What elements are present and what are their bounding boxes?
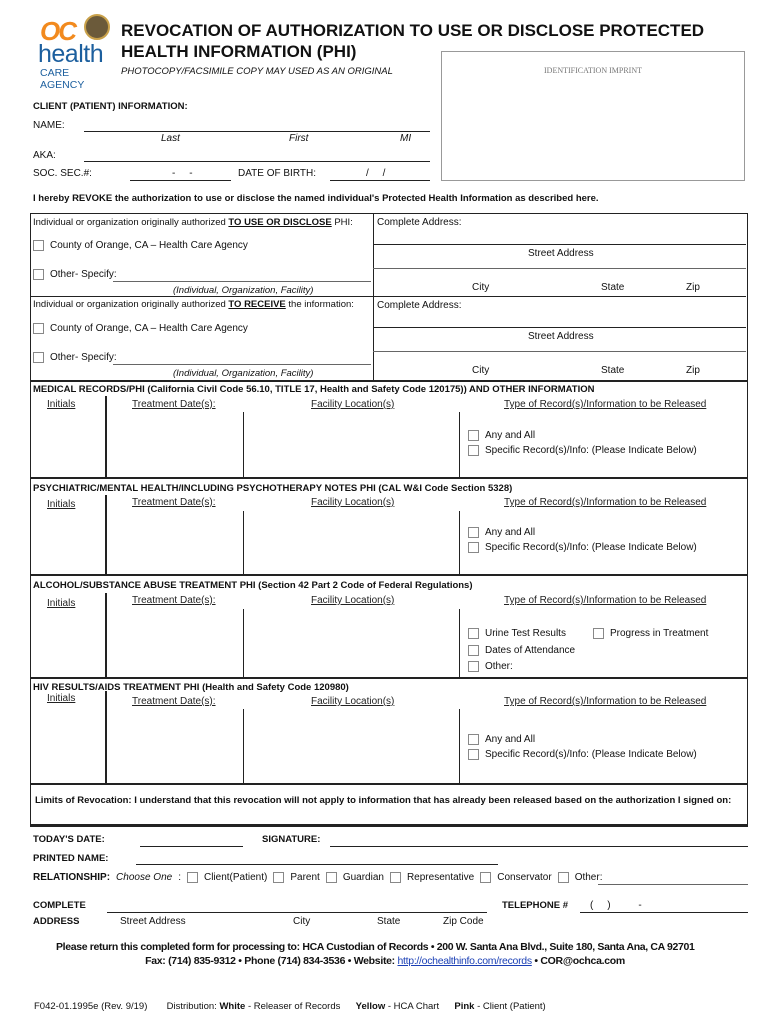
limits-text: Limits of Revocation: I understand that this revocation will not apply to information that has already been released based on the authorization I signed on: <box>35 795 732 806</box>
dob-field[interactable] <box>330 180 430 181</box>
aka-field[interactable] <box>84 161 430 162</box>
first-caption: First <box>289 133 309 144</box>
medical-title: MEDICAL RECORDS/PHI (California Civil Code 56.10, TITLE 17, Health and Safety Code 120175)) AND OTHER INFORMATION <box>33 384 595 395</box>
receive-city: City <box>472 365 490 376</box>
parties-table <box>30 213 748 381</box>
initials-header: Initials <box>47 399 76 410</box>
treatment-header: Treatment Date(s): <box>132 696 216 707</box>
checkbox[interactable] <box>33 323 44 334</box>
initials-header: Initials <box>47 499 76 510</box>
name-field[interactable] <box>84 131 430 132</box>
psych-title: PSYCHIATRIC/MENTAL HEALTH/INCLUDING PSYCHOTHERAPY NOTES PHI (CAL W&I Code Section 5328) <box>33 483 513 494</box>
checkbox-conservator[interactable] <box>480 872 491 883</box>
checkbox-representative[interactable] <box>390 872 401 883</box>
seal-icon <box>84 14 110 40</box>
addr-city: City <box>293 916 311 927</box>
form-id: F042-01.1995e (Rev. 9/19) <box>34 1001 148 1012</box>
checkbox[interactable] <box>468 430 479 441</box>
relationship-other-field[interactable] <box>598 884 748 885</box>
hiv-any-all-option[interactable]: Any and All <box>468 734 535 745</box>
type-header: Type of Record(s)/Information to be Released <box>504 399 707 410</box>
treatment-header: Treatment Date(s): <box>132 497 216 508</box>
receive-other-option[interactable]: Other- Specify: <box>33 352 117 363</box>
logo-agency: CARE AGENCY <box>40 67 85 91</box>
type-header: Type of Record(s)/Information to be Released <box>504 497 707 508</box>
receive-state: State <box>601 365 625 376</box>
type-header: Type of Record(s)/Information to be Released <box>504 696 707 707</box>
addr-zip: Zip Code <box>443 916 484 927</box>
medical-specific-option[interactable]: Specific Record(s)/Info: (Please Indicate Below) <box>468 445 697 456</box>
name-label: NAME: <box>33 120 65 131</box>
signature-label: SIGNATURE: <box>262 834 321 845</box>
imprint-label: IDENTIFICATION IMPRINT <box>544 66 642 75</box>
checkbox[interactable] <box>468 734 479 745</box>
checkbox[interactable] <box>33 240 44 251</box>
type-header: Type of Record(s)/Information to be Released <box>504 595 707 606</box>
checkbox[interactable] <box>468 749 479 760</box>
checkbox[interactable] <box>33 352 44 363</box>
logo-oc: OC <box>40 16 75 46</box>
checkbox[interactable] <box>468 645 479 656</box>
checkbox[interactable] <box>468 628 479 639</box>
alcohol-title: ALCOHOL/SUBSTANCE ABUSE TREATMENT PHI (Section 42 Part 2 Code of Federal Regulations) <box>33 580 473 591</box>
relationship-row: RELATIONSHIP: Choose One : Client(Patient) Parent Guardian Representative Conservator Other: <box>33 872 603 883</box>
revoke-statement: I hereby REVOKE the authorization to use or disclose the named individual's Protected Health Information as described here. <box>33 193 599 204</box>
medical-section <box>30 381 748 478</box>
addr-street: Street Address <box>120 916 186 927</box>
alcohol-progress-option[interactable]: Progress in Treatment <box>593 628 708 639</box>
psych-specific-option[interactable]: Specific Record(s)/Info: (Please Indicate Below) <box>468 542 697 553</box>
checkbox[interactable] <box>468 527 479 538</box>
dob-label: DATE OF BIRTH: <box>238 168 316 179</box>
facility-header: Facility Location(s) <box>311 595 395 606</box>
limits-box <box>30 784 748 827</box>
receive-ind-org: (Individual, Organization, Facility) <box>173 368 314 379</box>
initials-header: Initials <box>47 598 76 609</box>
checkbox-guardian[interactable] <box>326 872 337 883</box>
form-subtitle: PHOTOCOPY/FACSIMILE COPY MAY USED AS AN ORIGINAL <box>121 66 393 77</box>
alcohol-section <box>30 575 748 678</box>
todays-date-label: TODAY'S DATE: <box>33 834 105 845</box>
receive-zip: Zip <box>686 365 700 376</box>
checkbox[interactable] <box>468 542 479 553</box>
disclose-label: Individual or organization originally authorized TO USE OR DISCLOSE PHI: <box>33 217 353 228</box>
logo-health: health <box>38 40 104 68</box>
alcohol-other-option[interactable]: Other: <box>468 661 513 672</box>
return-line2: Fax: (714) 835-9312 • Phone (714) 834-3536 • Website: http://ochealthinfo.com/records • COR@ochca.com <box>145 955 625 967</box>
checkbox[interactable] <box>468 445 479 456</box>
addr-state: State <box>377 916 401 927</box>
checkbox-other[interactable] <box>558 872 569 883</box>
receive-label: Individual or organization originally authorized TO RECEIVE the information: <box>33 299 354 310</box>
checkbox[interactable] <box>593 628 604 639</box>
treatment-header: Treatment Date(s): <box>132 399 216 410</box>
receive-street: Street Address <box>528 331 594 342</box>
disclose-street: Street Address <box>528 248 594 259</box>
receive-county-option[interactable]: County of Orange, CA – Health Care Agency <box>33 323 248 334</box>
checkbox-client[interactable] <box>187 872 198 883</box>
mi-caption: MI <box>400 133 412 144</box>
disclose-state: State <box>601 282 625 293</box>
ssn-label: SOC. SEC.#: <box>33 168 92 179</box>
return-line1: Please return this completed form for processing to: HCA Custodian of Records • 200 W. Santa Ana Blvd., Suite 180, Santa Ana, CA 92701 <box>56 941 695 953</box>
footer: F042-01.1995e (Rev. 9/19) Distribution: White - Releaser of Records Yellow - HCA Chart Pink - Client (Patient) <box>34 1001 546 1012</box>
alcohol-dates-option[interactable]: Dates of Attendance <box>468 645 575 656</box>
initials-header: Initials <box>47 693 76 704</box>
form-title-line2: HEALTH INFORMATION (PHI) <box>121 42 357 61</box>
checkbox[interactable] <box>468 661 479 672</box>
signature-field[interactable] <box>330 846 748 847</box>
printed-name-label: PRINTED NAME: <box>33 853 109 864</box>
dob-slashes: / / <box>366 168 386 179</box>
website-link[interactable]: http://ochealthinfo.com/records <box>397 955 532 967</box>
aka-label: AKA: <box>33 150 56 161</box>
checkbox-parent[interactable] <box>273 872 284 883</box>
disclose-county-option[interactable]: County of Orange, CA – Health Care Agency <box>33 240 248 251</box>
alcohol-urine-option[interactable]: Urine Test Results <box>468 628 566 639</box>
address-label: ADDRESS <box>33 916 80 927</box>
psych-any-all-option[interactable]: Any and All <box>468 527 535 538</box>
psych-section <box>30 478 748 575</box>
todays-date-field[interactable] <box>140 846 243 847</box>
disclose-ind-org: (Individual, Organization, Facility) <box>173 285 314 296</box>
treatment-header: Treatment Date(s): <box>132 595 216 606</box>
telephone-format: ( ) - <box>590 900 642 911</box>
disclose-zip: Zip <box>686 282 700 293</box>
identification-imprint-box[interactable] <box>441 51 745 181</box>
hiv-title: HIV RESULTS/AIDS TREATMENT PHI (Health and Safety Code 120980) <box>33 682 349 693</box>
hiv-specific-option[interactable]: Specific Record(s)/Info: (Please Indicate Below) <box>468 749 697 760</box>
ssn-field[interactable] <box>130 180 231 181</box>
facility-header: Facility Location(s) <box>311 399 395 410</box>
form-title-line1: REVOCATION OF AUTHORIZATION TO USE OR DISCLOSE PROTECTED <box>121 21 705 40</box>
complete-label: COMPLETE <box>33 900 86 911</box>
facility-header: Facility Location(s) <box>311 497 395 508</box>
medical-any-all-option[interactable]: Any and All <box>468 430 535 441</box>
last-caption: Last <box>161 133 180 144</box>
telephone-field[interactable] <box>580 912 748 913</box>
address-field[interactable] <box>107 912 487 913</box>
receive-address-label: Complete Address: <box>377 300 462 311</box>
ssn-dashes: - - <box>172 168 193 179</box>
logo <box>38 14 114 91</box>
disclose-other-option[interactable]: Other- Specify: <box>33 269 117 280</box>
checkbox[interactable] <box>33 269 44 280</box>
client-section-title: CLIENT (PATIENT) INFORMATION: <box>33 101 188 112</box>
telephone-label: TELEPHONE # <box>502 900 568 911</box>
printed-name-field[interactable] <box>136 864 498 865</box>
disclose-city: City <box>472 282 490 293</box>
hiv-section <box>30 678 748 784</box>
disclose-address-label: Complete Address: <box>377 217 462 228</box>
facility-header: Facility Location(s) <box>311 696 395 707</box>
